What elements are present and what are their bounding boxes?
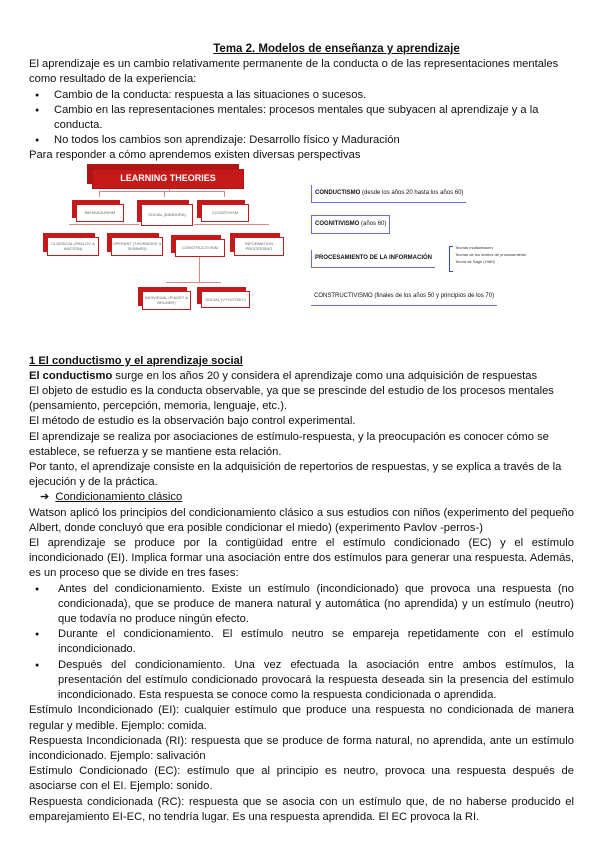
- list-item: ● No todos los cambios son aprendizaje: Desarrollo físico y Maduración: [29, 133, 574, 148]
- diagram-root-box: LEARNING THEORIES: [92, 169, 244, 189]
- diagram-node-information-processing: INFORMATION PROCESSING: [234, 237, 284, 256]
- list-item: ● Antes del condicionamiento. Existe un estímulo (incondicionado) que provoca una respuesta (no condicionada), que se produce de manera natural y automática (no aprendida) y un estímulo (neutro) que todavía no produce ningún efecto.: [29, 582, 574, 628]
- document-page: [29, 42, 574, 825]
- procesamiento-subitem: Teorías multialmacén: [455, 244, 493, 250]
- connector-line: [99, 191, 100, 197]
- definition: Respuesta Incondicionada (RI): respuesta que se produce de forma natural, no aprendida, ante un estímulo incondicionado. Ejemplo: salivación: [29, 734, 574, 762]
- diagram-node-social-bandura: SOCIAL (BANDURA): [141, 204, 193, 226]
- procesamiento-subitem: Teoría de Sage (1980): [455, 258, 495, 264]
- paragraph: El aprendizaje se realiza por asociaciones de estímulo-respuesta, y la preocupación es conocer cómo se establece, se refuerza y se mantiene esta relación.: [29, 430, 549, 458]
- procesamiento-subitem: Teorías de los niveles de procesamiento: [455, 251, 527, 257]
- diagram-node-behaviourism: BEHAVIOURISM: [76, 204, 124, 222]
- definition: Respuesta condicionada (RC): respuesta que se asocia con un estímulo que, de no haberse producido el emparejamiento EI-EC, no tendría lugar. Es una respuesta aprendida. El EC provoca la RI.: [29, 795, 574, 823]
- connector-line: [224, 191, 225, 197]
- timeline-conductismo: CONDUCTISMO (desde los años 20 hasta los años 60): [311, 185, 466, 203]
- definition: Estímulo Incondicionado (EI): cualquier estímulo que produce una respuesta no condicionada de manera regular y medible. Ejemplo: comida.: [29, 704, 574, 732]
- paragraph: Watson aplicó los principios del condicionamiento clásico a sus estudios con niños (experimento del pequeño Albert, donde concluyó que era posible condicionar el miedo) (experimento Pavlov -perros-): [29, 506, 574, 534]
- connector-line: [99, 191, 224, 192]
- diagram-node-classical: CLASSICAL (PAVLOV & WATSON): [47, 237, 99, 256]
- paragraph: El método de estudio es la observación bajo control experimental.: [29, 415, 356, 428]
- connector-line: [69, 224, 139, 225]
- paragraph: El aprendizaje se produce por la contigüidad entre el estímulo condicionado (EC) y el estímulo incondicionado (EI). Implica formar una asociación entre dos estímulos para generar una respuesta. Además, es un proceso que se divide en tres fases:: [29, 537, 574, 580]
- arrow-icon: ➔: [40, 491, 50, 504]
- list-item: ● Durante el condicionamiento. El estímulo neutro se empareja repetidamente con el estímulo incondicionado.: [29, 627, 574, 657]
- timeline-constructivismo: CONSTRUCTIVISMO (finales de los años 50 y principios de los 70): [311, 288, 497, 306]
- diagram-node-constructivism: CONSTRUCTIVISM: [175, 239, 225, 257]
- list-item: ● Cambio en las representaciones mentales: procesos mentales que subyacen al aprendizaje y a la conducta.: [29, 103, 574, 133]
- section-heading: 1 El conductismo y el aprendizaje social: [29, 354, 243, 367]
- subheading: Condicionamiento clásico: [55, 491, 183, 504]
- subheading-item: [29, 490, 574, 505]
- diagram-node-operant: OPERANT (THORNDIKE & SKINNER): [111, 237, 163, 256]
- list-item: ● Después del condicionamiento. Una vez efectuada la asociación entre ambos estímulos, la presentación del estímulo condicionado provocará la respuesta deseada sin la presencia del estímulo incondicionado. Esta respuesta se conoce como la respuesta condicionada o aprendida.: [29, 658, 574, 704]
- intro-paragraph: El aprendizaje es un cambio relativamente permanente de la conducta o de las representaciones mentales como resultado de la experiencia:: [29, 58, 559, 86]
- page-title: Tema 2. Modelos de enseñanza y aprendizaje: [213, 43, 460, 55]
- bracket-icon: [449, 246, 453, 272]
- paragraph: Por tanto, el aprendizaje consiste en la adquisición de repertorios de respuestas, y se explica a través de la ejecución y de la práctica.: [29, 461, 562, 489]
- diagram-node-social-vygotsky: SOCIAL (VYGOTSKY): [201, 291, 250, 308]
- definition: Estímulo Condicionado (EC): estímulo que al principio es neutro, provoca una respuesta después de asociarse con el EI. Ejemplo: sonido.: [29, 765, 574, 793]
- connector-line: [164, 191, 165, 197]
- perspectives-line: Para responder a cómo aprendemos existen diversas perspectivas: [29, 149, 361, 162]
- timeline-cognitivismo: COGNITIVISMO (años 60): [311, 215, 390, 234]
- connector-line: [166, 282, 221, 283]
- lead-paragraph: El conductismo surge en los años 20 y considera el aprendizaje como una adquisición de respuestas: [29, 369, 538, 382]
- intro-bullet-list: [29, 88, 574, 149]
- connector-line: [194, 224, 269, 225]
- timeline-procesamiento: PROCESAMIENTO DE LA INFORMACIÓN: [311, 250, 435, 268]
- learning-theories-diagram: [29, 164, 574, 354]
- paragraph: El objeto de estudio es la conducta observable, ya que se prescinde del estudio de los procesos mentales (pensamiento, percepción, memoria, lenguaje, etc.).: [29, 385, 554, 413]
- diagram-node-cognitivism: COGNITIVISM: [201, 204, 249, 222]
- diagram-node-individual: INDIVIDUAL (PIAGET & BRUNER): [142, 291, 191, 310]
- list-item: ● Cambio de la conducta: respuesta a las situaciones o sucesos.: [29, 88, 574, 103]
- phases-list: [29, 582, 574, 704]
